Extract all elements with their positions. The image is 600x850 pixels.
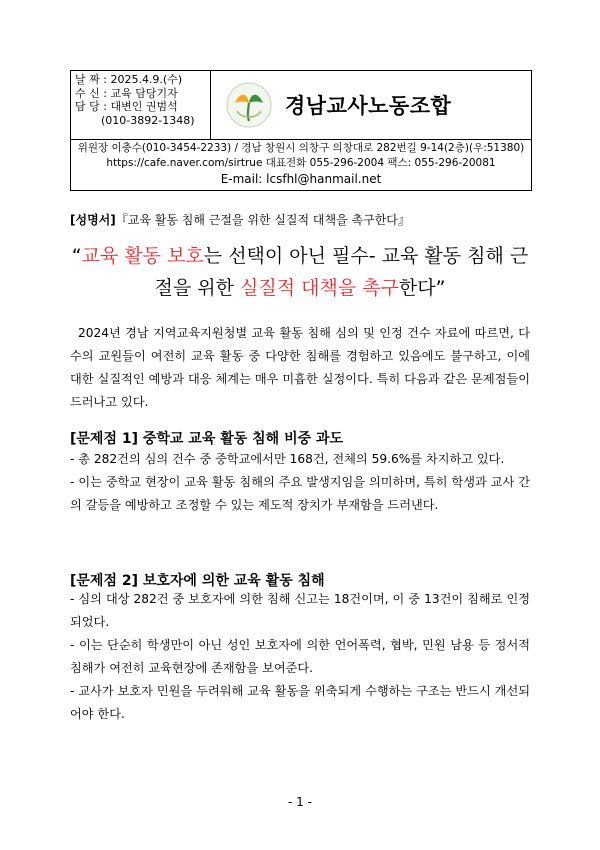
- section-1-item: - 총 282건의 심의 건수 중 중학교에서만 168건, 전체의 59.6%를 차지하고 있다.: [70, 452, 505, 466]
- section-2-item: - 이는 단순히 학생만이 아닌 성인 보호자에 의한 언어폭력, 협박, 민원 남용 등 정서적 침해가 여전히 교육현장에 존재함을 보여준다.: [70, 638, 530, 675]
- letterhead-top: [71, 71, 531, 140]
- statement-heading: [70, 211, 410, 228]
- union-leaf-logo-icon: [225, 81, 273, 129]
- phone-line: (010-3892-1348): [101, 113, 195, 127]
- page-number: - 1 -: [288, 795, 312, 809]
- intro-paragraph: 2024년 경남 지역교육지원청별 교육 활동 침해 심의 및 인정 건수 자료에 따르면, 다수의 교원들이 여전히 교육 활동 중 다양한 침해를 경험하고 있음에도 불구하고, 이에 대한 실질적인 예방과 대응 체계는 매우 미흡한 실정이다. 특히 다음과 같은 문제점들이 드러나고 있다.: [70, 326, 530, 409]
- section-1-item: - 이는 중학교 현장이 교육 활동 침해의 주요 발생지임을 의미하며, 특히 학생과 교사 간의 갈등을 예방하고 조정할 수 있는 제도적 장치가 부재함을 드러낸다.: [70, 475, 530, 512]
- contact-email[interactable]: E-mail: lcsfhl@hanmail.net: [220, 172, 382, 186]
- headline-middle: 는 선택이 아닌 필수- 교육 활동 침해 근절을 위한: [154, 245, 529, 299]
- meta-info: [71, 71, 211, 139]
- section-2-item: - 교사가 보호자 민원을 두려워해 교육 활동을 위축되게 수행하는 구조는 반드시 개선되어야 한다.: [70, 684, 530, 721]
- org-name: 경남교사노동조합: [285, 94, 452, 118]
- statement-label: [성명서]: [70, 213, 116, 227]
- headline-emphasis-2: 실질적 대책을 촉구: [240, 277, 399, 299]
- section-1-body: [70, 448, 530, 517]
- letterhead: [70, 70, 532, 191]
- statement-title: 『교육 활동 침해 근절을 위한 실질적 대책을 촉구한다』: [115, 213, 410, 227]
- recipient-line: 수 신 : 교육 담당기자: [75, 86, 178, 100]
- headline-emphasis-1: 교육 활동 보호: [81, 245, 204, 267]
- date-line: 날 짜 : 2025.4.9.(수): [75, 73, 183, 86]
- headline-end: 한다”: [398, 277, 446, 299]
- section-title-1: [문제점 1] 중학교 교육 활동 침해 비중 과도: [70, 431, 344, 447]
- manager-line: 담 당 : 대변인 권범석: [75, 100, 178, 113]
- headline: [70, 240, 530, 304]
- headline-quote-open: “: [71, 245, 82, 267]
- section-2-item: - 심의 대상 282건 중 보호자에 의한 침해 신고는 18건이며, 이 중 13건이 침해로 인정되었다.: [70, 592, 530, 629]
- contact-line-address: 위원장 이충수(010-3454-2233) / 경남 창원시 의창구 의창대로 282번길 9-14(2층)(우:51380): [77, 142, 525, 154]
- org-block: [211, 71, 531, 139]
- contact-block: [71, 140, 531, 190]
- section-2-body: [70, 588, 530, 726]
- contact-line-phone[interactable]: https://cafe.naver.com/sirtrue 대표전화 055-296-2004 팩스: 055-296-20081: [106, 157, 496, 169]
- intro-paragraph-block: [70, 322, 530, 414]
- section-title-2: [문제점 2] 보호자에 의한 교육 활동 침해: [70, 573, 325, 589]
